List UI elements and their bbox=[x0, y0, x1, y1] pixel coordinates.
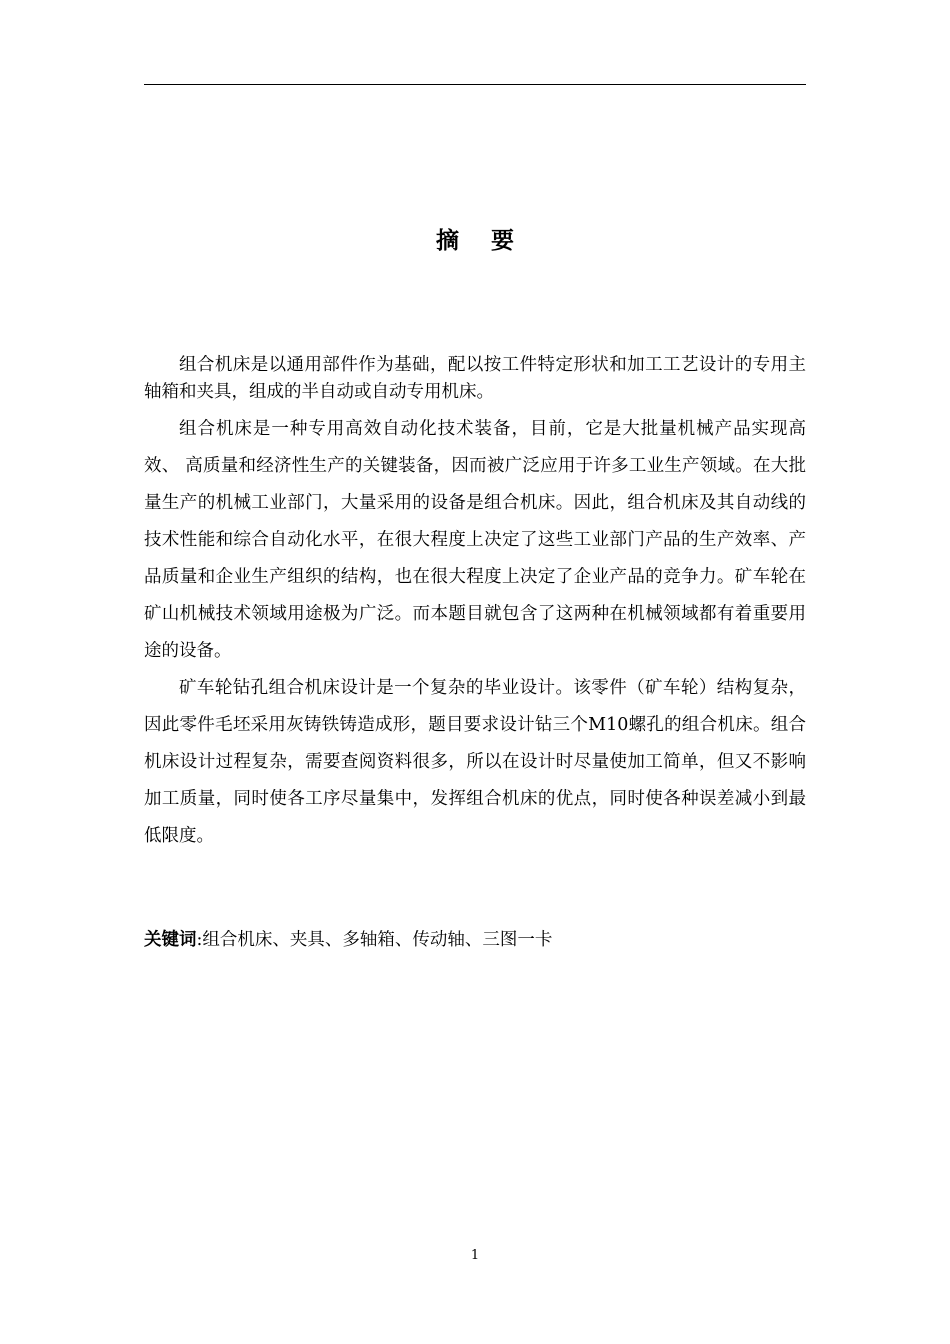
abstract-paragraph-2: 组合机床是一种专用高效自动化技术装备，目前，它是大批量机械产品实现高效、 高质量和经济性生产的关键装备，因而被广泛应用于许多工业生产领域。在大批量生产的机械工业部门，大量采用的设备是组合机床。因此，组合机床及其自动线的技术性能和综合自动化水平，在很大程度上决定了这些工业部门产品的生产效率、产品质量和企业生产组织的结构，也在很大程度上决定了企业产品的竞争力。矿车轮在矿山机械技术领域用途极为广泛。而本题目就包含了这两种在机械领域都有着重要用途的设备。 bbox=[144, 419, 806, 661]
abstract-body bbox=[144, 352, 806, 855]
keywords-label: 关键词 bbox=[144, 930, 197, 950]
page-number: 1 bbox=[470, 1248, 480, 1263]
abstract-paragraph-1: 组合机床是以通用部件作为基础，配以按工件特定形状和加工工艺设计的专用主轴箱和夹具，组成的半自动或自动专用机床。 bbox=[144, 355, 806, 402]
keywords-value: 组合机床、夹具、多轴箱、传动轴、三图一卡 bbox=[202, 930, 553, 950]
keywords-line bbox=[144, 926, 806, 954]
keywords-separator: : bbox=[196, 930, 203, 950]
header-rule bbox=[144, 84, 806, 85]
page-title: 摘 要 bbox=[435, 228, 526, 254]
abstract-paragraph-3: 矿车轮钻孔组合机床设计是一个复杂的毕业设计。该零件（矿车轮）结构复杂，因此零件毛坯采用灰铸铁铸造成形，题目要求设计钻三个M10螺孔的组合机床。组合机床设计过程复杂，需要查阅资料很多，所以在设计时尽量使加工简单，但又不影响加工质量，同时使各工序尽量集中，发挥组合机床的优点，同时使各种误差减小到最低限度。 bbox=[144, 678, 806, 846]
